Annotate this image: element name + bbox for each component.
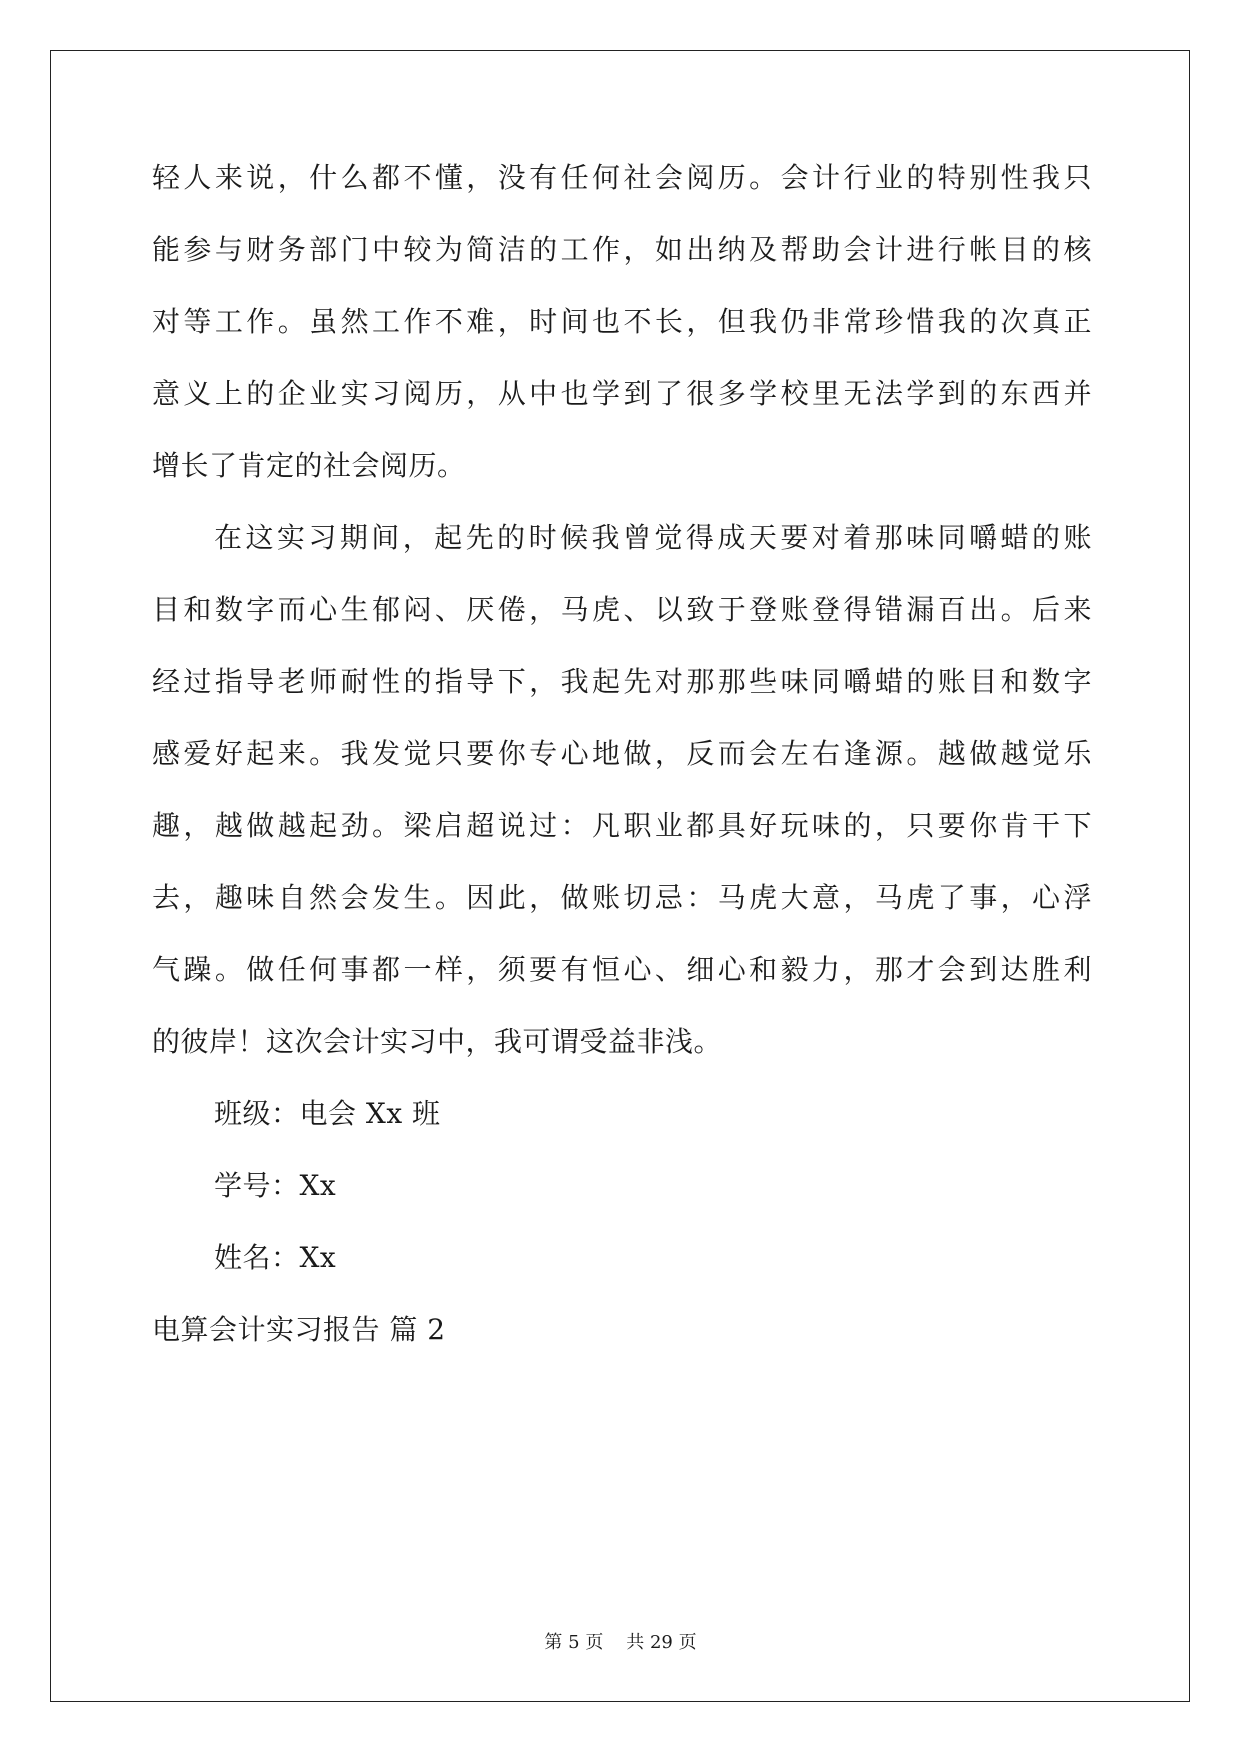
paragraph-line: 感爱好起来。我发觉只要你专心地做，反而会左右逢源。越做越觉乐 — [152, 737, 1092, 770]
student-id-line: 学号：Xx — [214, 1169, 337, 1202]
paragraph-line: 意义上的企业实习阅历，从中也学到了很多学校里无法学到的东西并 — [152, 377, 1092, 410]
paragraph-line: 趣，越做越起劲。梁启超说过：凡职业都具好玩味的，只要你肯干下 — [152, 809, 1092, 842]
paragraph-line: 增长了肯定的社会阅历。 — [152, 449, 466, 482]
paragraph-line: 轻人来说，什么都不懂，没有任何社会阅历。会计行业的特别性我只 — [152, 161, 1092, 194]
section-title: 电算会计实习报告 篇 2 — [152, 1313, 446, 1346]
paragraph-line: 气躁。做任何事都一样，须要有恒心、细心和毅力，那才会到达胜利 — [152, 953, 1092, 986]
page-total: 共 29 页 — [626, 1632, 697, 1653]
paragraph-line: 的彼岸！这次会计实习中，我可谓受益非浅。 — [152, 1025, 723, 1058]
page-frame — [50, 50, 1190, 1702]
name-line: 姓名：Xx — [214, 1241, 337, 1274]
paragraph-line: 在这实习期间，起先的时候我曾觉得成天要对着那味同嚼蜡的账 — [214, 521, 1092, 554]
page-number: 第 5 页 — [544, 1632, 604, 1653]
class-line: 班级：电会 Xx 班 — [214, 1097, 441, 1130]
paragraph-line: 能参与财务部门中较为简洁的工作，如出纳及帮助会计进行帐目的核 — [152, 233, 1092, 266]
paragraph-line: 经过指导老师耐性的指导下，我起先对那那些味同嚼蜡的账目和数字 — [152, 665, 1092, 698]
paragraph-line: 目和数字而心生郁闷、厌倦，马虎、以致于登账登得错漏百出。后来 — [152, 593, 1092, 626]
page-footer — [0, 1628, 1241, 1654]
paragraph-line: 去，趣味自然会发生。因此，做账切忌：马虎大意，马虎了事，心浮 — [152, 881, 1092, 914]
paragraph-line: 对等工作。虽然工作不难，时间也不长，但我仍非常珍惜我的次真正 — [152, 305, 1092, 338]
